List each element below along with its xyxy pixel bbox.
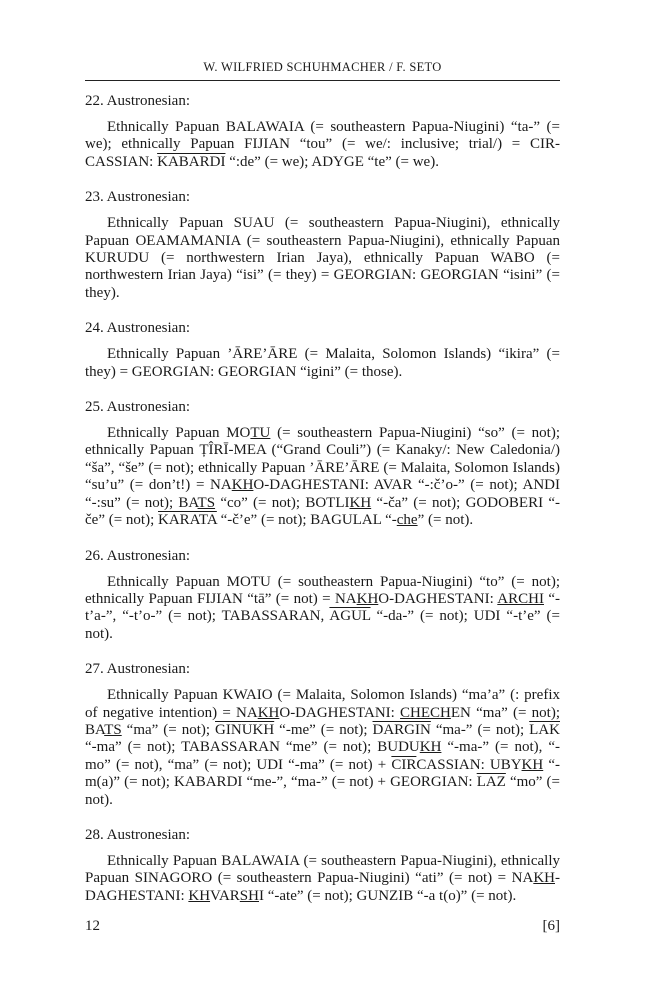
body-text: Ethnically Papuan MOTU (= southeastern Papua-Niugini) “to” (= not); ethnically Papuan FIJIAN “tā” (= not) = NA xyxy=(85,573,560,607)
body-text: “:de” (= we); ADYGE “te” (= we). xyxy=(225,153,439,170)
underlined-text: KH xyxy=(521,756,544,773)
entry-title: 26. Austronesian: xyxy=(85,547,190,564)
body-text: O-DAGHESTANI: AVAR “-:č’o-” (= not); ANDI “-:su” (= not); BA xyxy=(85,477,561,511)
body-text: “-da-” (= not); UDI “-t’e” (= not). xyxy=(85,608,560,642)
entry-list xyxy=(85,91,560,921)
underlined-text: ARCHI xyxy=(497,590,544,607)
entry-body xyxy=(85,687,560,809)
body-text: “ma” (= not); xyxy=(121,721,216,738)
body-text: “co” (= not); BOTLI xyxy=(215,494,350,511)
underlined-text: KH xyxy=(349,494,372,511)
body-text: O-DAGHESTANI: xyxy=(378,590,498,607)
body-text: Ethnically Papuan BALAWAIA (= southeastern Papua-Niugini), ethnically Papuan SINAGORO (= southeastern Papua-Niugini) “ati” (= not) = NA xyxy=(85,852,560,887)
bracket-page-number: [6] xyxy=(542,918,560,934)
underlined-text: che xyxy=(396,512,418,529)
underlined-text: KH xyxy=(356,590,379,607)
body-text: Ethnically Papuan BALAWAIA (= southeastern Papua-Niugini) “ta-” (= we); ethnically Papuan FIJIAN “tou” (= we/: inclusive; trial/) = CIRCASSIAN: xyxy=(85,119,560,170)
overlined-text: $\overline{LAZ}$ xyxy=(476,774,506,791)
underlined-text: KH xyxy=(257,704,280,721)
body-text: “-ma” (= not); TABASSARAN “me” (= not); BUDU xyxy=(85,739,420,756)
header-rule xyxy=(85,80,560,81)
underlined-text: TS xyxy=(197,494,216,511)
body-text: “-m(a)” (= not); KABARDI “me-”, “ma-” (= not) + GEORGIAN: xyxy=(85,756,560,791)
underlined-text: KH xyxy=(188,887,211,904)
body-text: EN “ma” (= not); BA xyxy=(85,704,561,738)
entry-25 xyxy=(85,397,560,529)
body-text: Ethnically Papuan SUAU (= southeastern Papua-Niugini), ethnically Papuan OEAMAMANIA (= southeastern Papua-Niugini), ethnically Papuan KURUDU (= northwestern Irian Jaya), ethnically Papuan WABO (= northwestern Irian Jaya) “isi” (= they) = GEORGIAN: GEORGIAN “isini” (= they). xyxy=(85,215,560,301)
body-text: “-ča” (= not); GODOBERI “-če” (= not); xyxy=(85,494,561,529)
entry-title: 27. Austronesian: xyxy=(85,661,190,678)
entry-title: 25. Austronesian: xyxy=(85,399,190,416)
body-text: “mo” (= not). xyxy=(85,774,560,808)
body-text: “ma-” (= not); xyxy=(430,721,530,738)
underlined-text: CHECH xyxy=(400,704,451,721)
entry-title: 28. Austronesian: xyxy=(85,826,190,843)
entry-body xyxy=(85,853,560,905)
body-text: “-me” (= not); xyxy=(274,721,373,738)
underlined-text: TS xyxy=(104,721,122,738)
body-text: “-č’e” (= not); BAGULAL “- xyxy=(216,512,397,529)
overlined-text: DARGIN xyxy=(372,721,431,738)
body-text: -DAGHESTANI: xyxy=(85,870,560,904)
overlined-text: $\overline{LAK}$ xyxy=(529,721,560,738)
overlined-text: AGUL xyxy=(329,608,371,625)
entry-body xyxy=(85,119,560,171)
body-text: Ethnically Papuan MO xyxy=(107,425,251,442)
overlined-text: $\overline{CIR}$ xyxy=(391,756,417,773)
body-text: CASSIAN: UBY xyxy=(416,756,522,773)
underlined-text: KH xyxy=(419,739,442,756)
body-text: Ethnically Papuan KWAIO (= Malaita, Solomon Islands) “ma’a” (: prefix of negative intention) = NA xyxy=(85,687,560,721)
entry-body xyxy=(85,346,560,381)
entry-body xyxy=(85,215,560,302)
body-text: I “-ate” (= not); GUNZIB “-a t(o)” (= not). xyxy=(258,887,517,904)
entry-23 xyxy=(85,187,560,302)
running-head: W. WILFRIED SCHUHMACHER / F. SETO xyxy=(203,60,442,74)
entry-28 xyxy=(85,825,560,905)
entry-26 xyxy=(85,546,560,644)
overlined-text: KABARDI xyxy=(157,153,226,170)
underlined-text: KH xyxy=(533,870,555,887)
underlined-text: SH xyxy=(239,887,259,904)
entry-title: 24. Austronesian: xyxy=(85,320,190,337)
entry-27 xyxy=(85,659,560,809)
body-text: Ethnically Papuan ’ĀRE’ĀRE (= Malaita, Solomon Islands) “ikira” (= they) = GEORGIAN: GEORGIAN “igini” (= those). xyxy=(85,346,560,380)
underlined-text: TU xyxy=(250,425,271,442)
body-text: “-ma-” (= not), “-mo” (= not), “ma” (= not); UDI “-ma” (= not) + xyxy=(85,739,560,773)
underlined-text: KH xyxy=(231,477,254,494)
body-text: (= southeastern Papua-Niugini) “so” (= not); ethnically Papuan ȚÎRĪ-MEA (“Grand Couli”) (= Kanaky/: New Caledonia/) “ša”, “še” (= not); ethnically Papuan ’ĀRE’ĀRE (= Malaita, Solomon Islands) “su’u” (= don’t!) = NA xyxy=(85,425,560,494)
body-text: VAR xyxy=(210,887,240,904)
body-text: “-t’a-”, “-t’o-” (= not); TABASSARAN, xyxy=(85,590,560,625)
overlined-text: KARATA xyxy=(158,512,217,529)
entry-body xyxy=(85,574,560,644)
entry-24 xyxy=(85,318,560,381)
body-text: ” (= not). xyxy=(417,512,474,529)
entry-title: 23. Austronesian: xyxy=(85,189,190,206)
entry-title: 22. Austronesian: xyxy=(85,93,190,109)
body-text: O-DAGHESTANI: xyxy=(279,704,401,721)
entry-22 xyxy=(85,91,560,171)
entry-body xyxy=(85,425,560,529)
page-number: 12 xyxy=(85,918,100,934)
overlined-text: GINUKH xyxy=(215,721,275,738)
